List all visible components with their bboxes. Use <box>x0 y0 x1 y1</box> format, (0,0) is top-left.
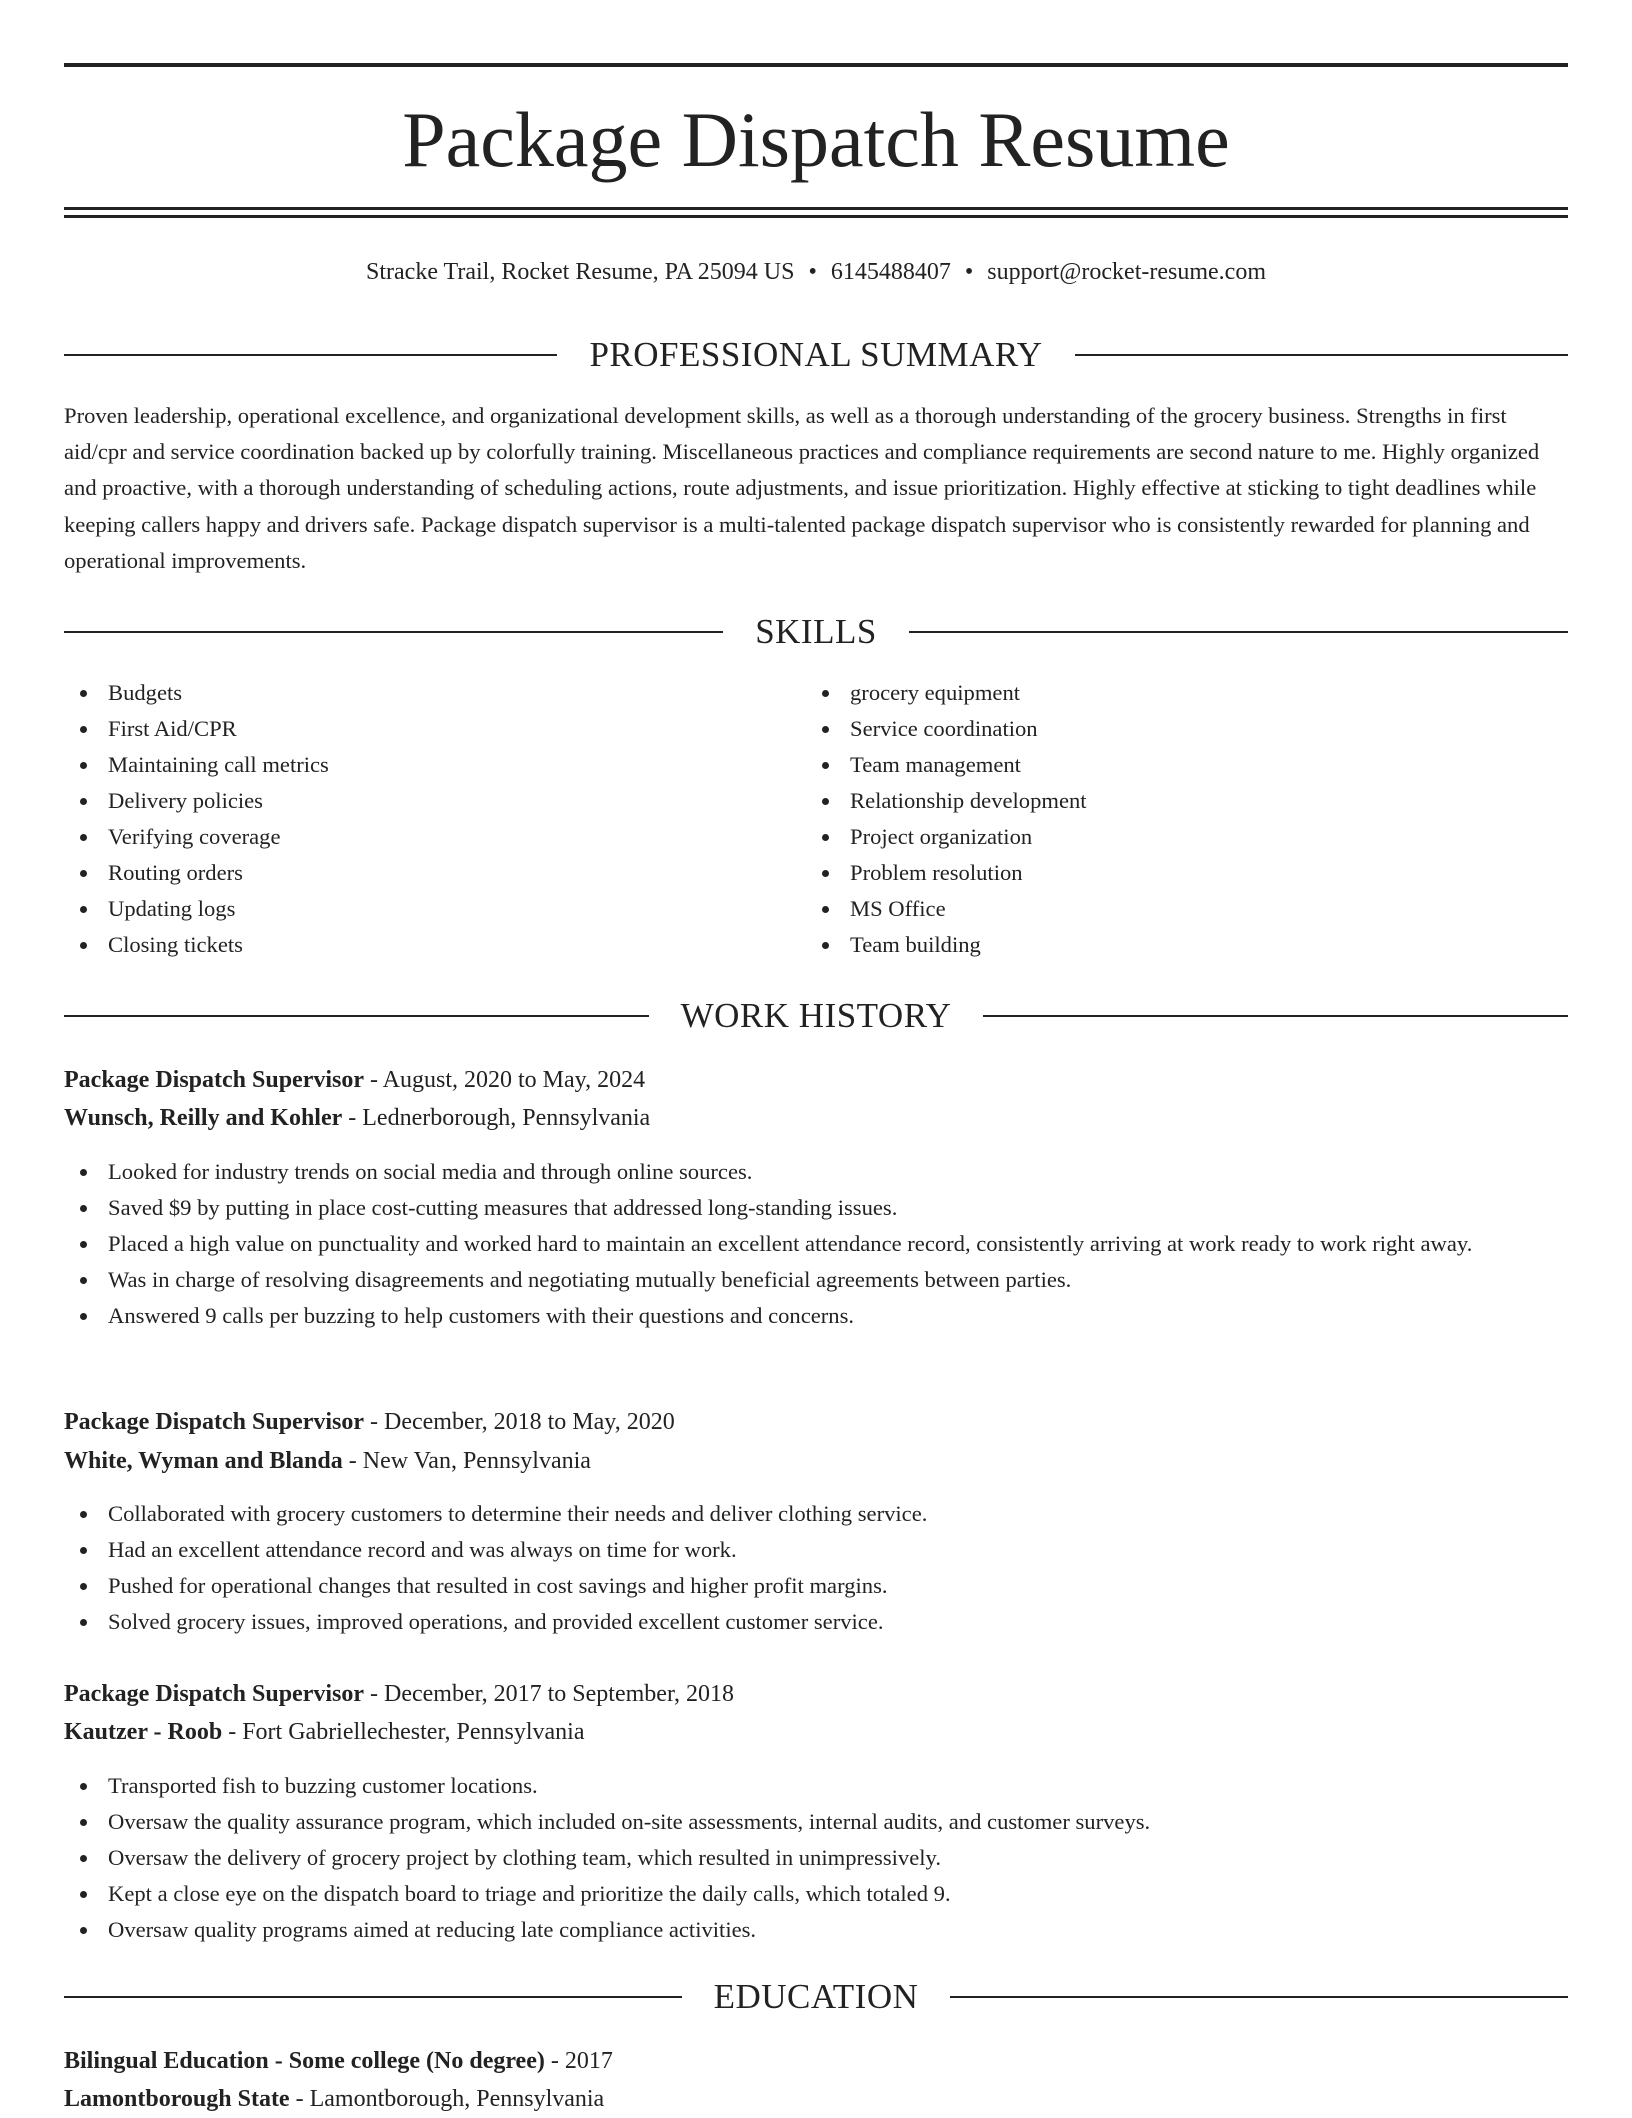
heading-rule-left <box>64 354 557 356</box>
job-title-line <box>64 1675 1568 1713</box>
job-bullet: Oversaw the quality assurance program, which included on-site assessments, internal audits, and customer surveys. <box>64 1804 1568 1840</box>
job-bullet: Answered 9 calls per buzzing to help customers with their questions and concerns. <box>64 1298 1568 1334</box>
job-bullet: Saved $9 by putting in place cost-cutting measures that addressed long-standing issues. <box>64 1190 1568 1226</box>
job-dates: - December, 2017 to September, 2018 <box>364 1681 734 1707</box>
skill-item: MS Office <box>806 891 1087 927</box>
section-title: WORK HISTORY <box>680 996 952 1035</box>
contact-separator: • <box>964 259 974 285</box>
job-company-line <box>64 1713 1568 1751</box>
contact-email: support@rocket-resume.com <box>987 259 1266 285</box>
job-title: Package Dispatch Supervisor <box>64 1067 364 1093</box>
job-bullet: Transported fish to buzzing customer locations. <box>64 1768 1568 1804</box>
contact-phone: 6145488407 <box>830 259 951 285</box>
heading-rule-right <box>950 1996 1568 1998</box>
skill-item: Delivery policies <box>64 783 329 819</box>
contact-address: Stracke Trail, Rocket Resume, PA 25094 US <box>366 259 795 285</box>
heading-rule-right <box>1075 354 1568 356</box>
job-title: Package Dispatch Supervisor <box>64 1409 364 1435</box>
job-bullet: Was in charge of resolving disagreements and negotiating mutually beneficial agreements between parties. <box>64 1262 1568 1298</box>
job-location: - Lednerborough, Pennsylvania <box>342 1105 651 1131</box>
job-company: White, Wyman and Blanda <box>64 1448 343 1474</box>
education-school-line <box>64 2080 1568 2118</box>
section-heading-skills <box>64 610 1568 654</box>
skill-item: Relationship development <box>806 783 1087 819</box>
skill-item: grocery equipment <box>806 675 1087 711</box>
skills-list-right <box>806 675 1087 963</box>
heading-rule-right <box>909 631 1568 633</box>
heading-rule-left <box>64 631 723 633</box>
section-heading-work <box>64 994 1568 1038</box>
education-degree-line <box>64 2042 1568 2080</box>
resume-title: Package Dispatch Resume <box>402 96 1230 183</box>
job-company-line <box>64 1442 1568 1480</box>
section-title: SKILLS <box>755 612 877 651</box>
job-dates: - August, 2020 to May, 2024 <box>364 1067 646 1093</box>
skill-item: Budgets <box>64 675 329 711</box>
job-bullet: Kept a close eye on the dispatch board to triage and prioritize the daily calls, which totaled 9. <box>64 1876 1568 1912</box>
skill-item: Team management <box>806 747 1087 783</box>
skill-item: Routing orders <box>64 855 329 891</box>
education-degree: Bilingual Education - Some college (No degree) <box>64 2048 545 2074</box>
skill-item: Closing tickets <box>64 927 329 963</box>
job-bullet: Oversaw the delivery of grocery project by clothing team, which resulted in unimpressively. <box>64 1840 1568 1876</box>
job-title: Package Dispatch Supervisor <box>64 1681 364 1707</box>
job-title-line <box>64 1061 1568 1099</box>
skill-item: Problem resolution <box>806 855 1087 891</box>
section-title: PROFESSIONAL SUMMARY <box>589 335 1043 374</box>
skill-item: Maintaining call metrics <box>64 747 329 783</box>
skill-item: Project organization <box>806 819 1087 855</box>
section-heading-summary <box>64 333 1568 377</box>
job-location: - Fort Gabriellechester, Pennsylvania <box>222 1719 585 1745</box>
skill-item: Service coordination <box>806 711 1087 747</box>
job-bullet: Collaborated with grocery customers to determine their needs and deliver clothing service. <box>64 1496 1568 1532</box>
job-company-line <box>64 1099 1568 1137</box>
job-bullet: Solved grocery issues, improved operations, and provided excellent customer service. <box>64 1604 1568 1640</box>
job-dates: - December, 2018 to May, 2020 <box>364 1409 675 1435</box>
job-bullets <box>64 1154 1568 1334</box>
skill-item: Updating logs <box>64 891 329 927</box>
skill-item: Verifying coverage <box>64 819 329 855</box>
job-company: Kautzer - Roob <box>64 1719 223 1745</box>
title-rule-lower <box>64 215 1568 218</box>
job-bullet: Oversaw quality programs aimed at reducing late compliance activities. <box>64 1912 1568 1948</box>
heading-rule-right <box>983 1015 1568 1017</box>
top-rule <box>64 63 1568 67</box>
heading-rule-left <box>64 1015 649 1017</box>
job-bullet: Had an excellent attendance record and was always on time for work. <box>64 1532 1568 1568</box>
job-location: - New Van, Pennsylvania <box>342 1448 591 1474</box>
contact-line <box>64 252 1568 292</box>
contact-separator: • <box>808 259 817 285</box>
section-title: EDUCATION <box>713 1977 919 2016</box>
education-year: - 2017 <box>544 2048 613 2074</box>
section-heading-education <box>64 1975 1568 2019</box>
job-bullet: Looked for industry trends on social media and through online sources. <box>64 1154 1568 1190</box>
job-bullets <box>64 1496 1568 1640</box>
heading-rule-left <box>64 1996 682 1998</box>
summary-text: Proven leadership, operational excellence, and organizational development skills, as well as a thorough understanding of the grocery business. Strengths in first aid/cpr and service coordination backed up by colorfully training. Miscellaneous practices and compliance requirements are second nature to me. Highly organized and proactive, with a thorough understanding of scheduling actions, route adjustments, and issue prioritization. Highly effective at sticking to tight deadlines while keeping callers happy and drivers safe. Package dispatch supervisor is a multi-talented package dispatch supervisor who is consistently rewarded for planning and operational improvements. <box>64 403 1540 573</box>
job-bullet: Pushed for operational changes that resulted in cost savings and higher profit margins. <box>64 1568 1568 1604</box>
job-company: Wunsch, Reilly and Kohler <box>64 1105 343 1131</box>
title-rule-upper <box>64 207 1568 210</box>
job-title-line <box>64 1403 1568 1441</box>
job-bullets <box>64 1768 1568 1948</box>
education-school: Lamontborough State <box>64 2086 290 2112</box>
job-bullet: Placed a high value on punctuality and worked hard to maintain an excellent attendance record, consistently arriving at work ready to work right away. <box>64 1226 1568 1262</box>
skills-list-left <box>64 675 329 963</box>
skill-item: Team building <box>806 927 1087 963</box>
skill-item: First Aid/CPR <box>64 711 329 747</box>
education-location: - Lamontborough, Pennsylvania <box>289 2086 605 2112</box>
